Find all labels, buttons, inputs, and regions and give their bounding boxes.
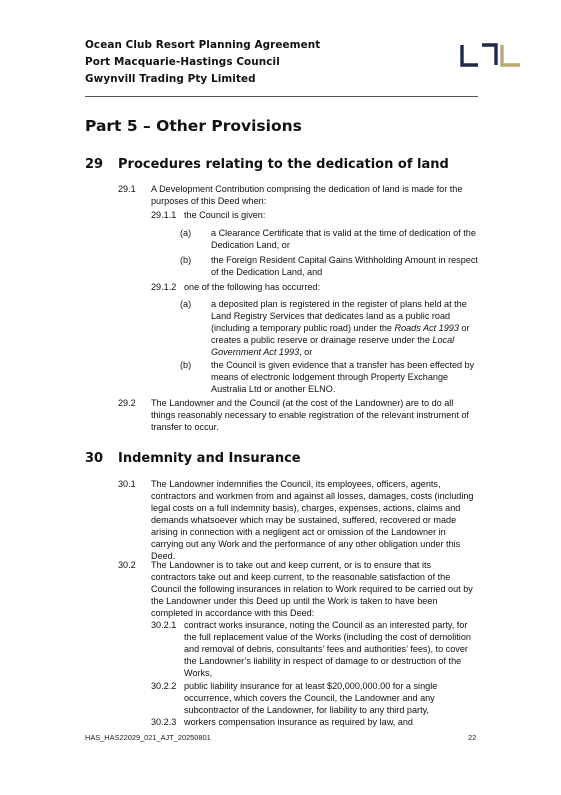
clause-text: A Development Contribution comprising the dedication of land is made for the purposes of this Deed when: [151,184,463,206]
footer-page-number: 22 [468,733,477,742]
clause-number: 29.1.1 [151,210,177,220]
clause-text: a Clearance Certificate that is valid at the time of dedication of the Dedication Land, or [211,228,476,250]
clause-number: 30.2 [118,560,136,570]
clause-text: one of the following has occurred: [184,282,320,292]
section-number: 29 [85,157,104,172]
clause-text-part: a deposited plan is registered in the register of plans held at the Land Registry Services that dedicates land as a public road (including a temporary public road) under the [211,299,467,333]
clause-text: the Foreign Resident Capital Gains Withholding Amount in respect of the Dedication Land, and [211,255,478,277]
clause-text-part: or creates a public reserve or drainage reserve under the [211,323,470,345]
section-number: 30 [85,451,104,466]
clause-number: 29.2 [118,398,136,408]
section-title: Indemnity and Insurance [118,451,301,466]
header-party-name: Gwynvill Trading Pty Limited [85,73,256,85]
clause-text: The Landowner and the Council (at the cost of the Landowner) are to do all things reasonably necessary to enable registration of the relevant instrument of transfer to occur. [151,398,469,432]
clause-text: the Council is given evidence that a transfer has been effected by means of electronic lodgement through Property Exchange Australia Ltd or another ELNO. [211,360,475,394]
clause-text: The Landowner indemnifies the Council, its employees, officers, agents, contractors and workmen from and against all losses, damages, costs (including legal costs on a full indemnity basis), charges, expenses, actions, claims and demands whatsoever which may be sustained, suffered, recovered or made arising in connection with a negligent act or omission of the Landowner in carrying out any Work and the performance of any other obligation under this Deed. [151,479,474,561]
section-title: Procedures relating to the dedication of land [118,157,449,172]
clause-number: (a) [180,228,192,238]
header-council-name: Port Macquarie-Hastings Council [85,56,280,68]
clause-text: The Landowner is to take out and keep current, or is to ensure that its contractors take out and keep current, to the reasonable satisfaction of the Council the following insurances in relation to Work required to be carried out by the Landowner under this Deed up until the Work is taken to have been completed in accordance with this Deed: [151,560,473,618]
act-name: Local Government Act 1993 [211,335,455,357]
clause-text: the Council is given: [184,210,266,220]
clause-number: (b) [180,360,192,370]
clause-number: 30.2.2 [151,681,177,691]
header-agreement-title: Ocean Club Resort Planning Agreement [85,39,321,51]
firm-logo-icon [460,41,522,69]
clause-number: 30.1 [118,479,136,489]
clause-text-part: , or [299,347,313,357]
header-divider [85,96,478,97]
clause-text: workers compensation insurance as required by law, and [184,717,413,727]
clause-number: 29.1 [118,184,136,194]
logo-mark-middle [482,45,496,65]
footer-document-reference: HAS_HAS22029_021_AJT_20250801 [85,733,211,742]
clause-number: 30.2.3 [151,717,177,727]
clause-number: (a) [180,299,192,309]
clause-text [211,298,478,358]
act-name: Roads Act 1993 [394,323,459,333]
clause-number: (b) [180,255,192,265]
clause-number: 29.1.2 [151,282,177,292]
logo-mark-left [462,45,478,65]
clause-text: contract works insurance, noting the Council as an interested party, for the full replacement value of the Works (including the cost of demolition and removal of debris, consultants’ fees and authorities’ fees), to cover the Landowner’s liability in respect of damage to or destruction of the Works, [184,620,471,678]
part-title: Part 5 – Other Provisions [85,117,302,135]
logo-mark-right [502,45,520,65]
clause-number: 30.2.1 [151,620,177,630]
clause-text: public liability insurance for at least $20,000,000.00 for a single occurrence, which covers the Council, the Landowner and any subcontractor of the Landowner, for liability to any third party, [184,681,438,715]
